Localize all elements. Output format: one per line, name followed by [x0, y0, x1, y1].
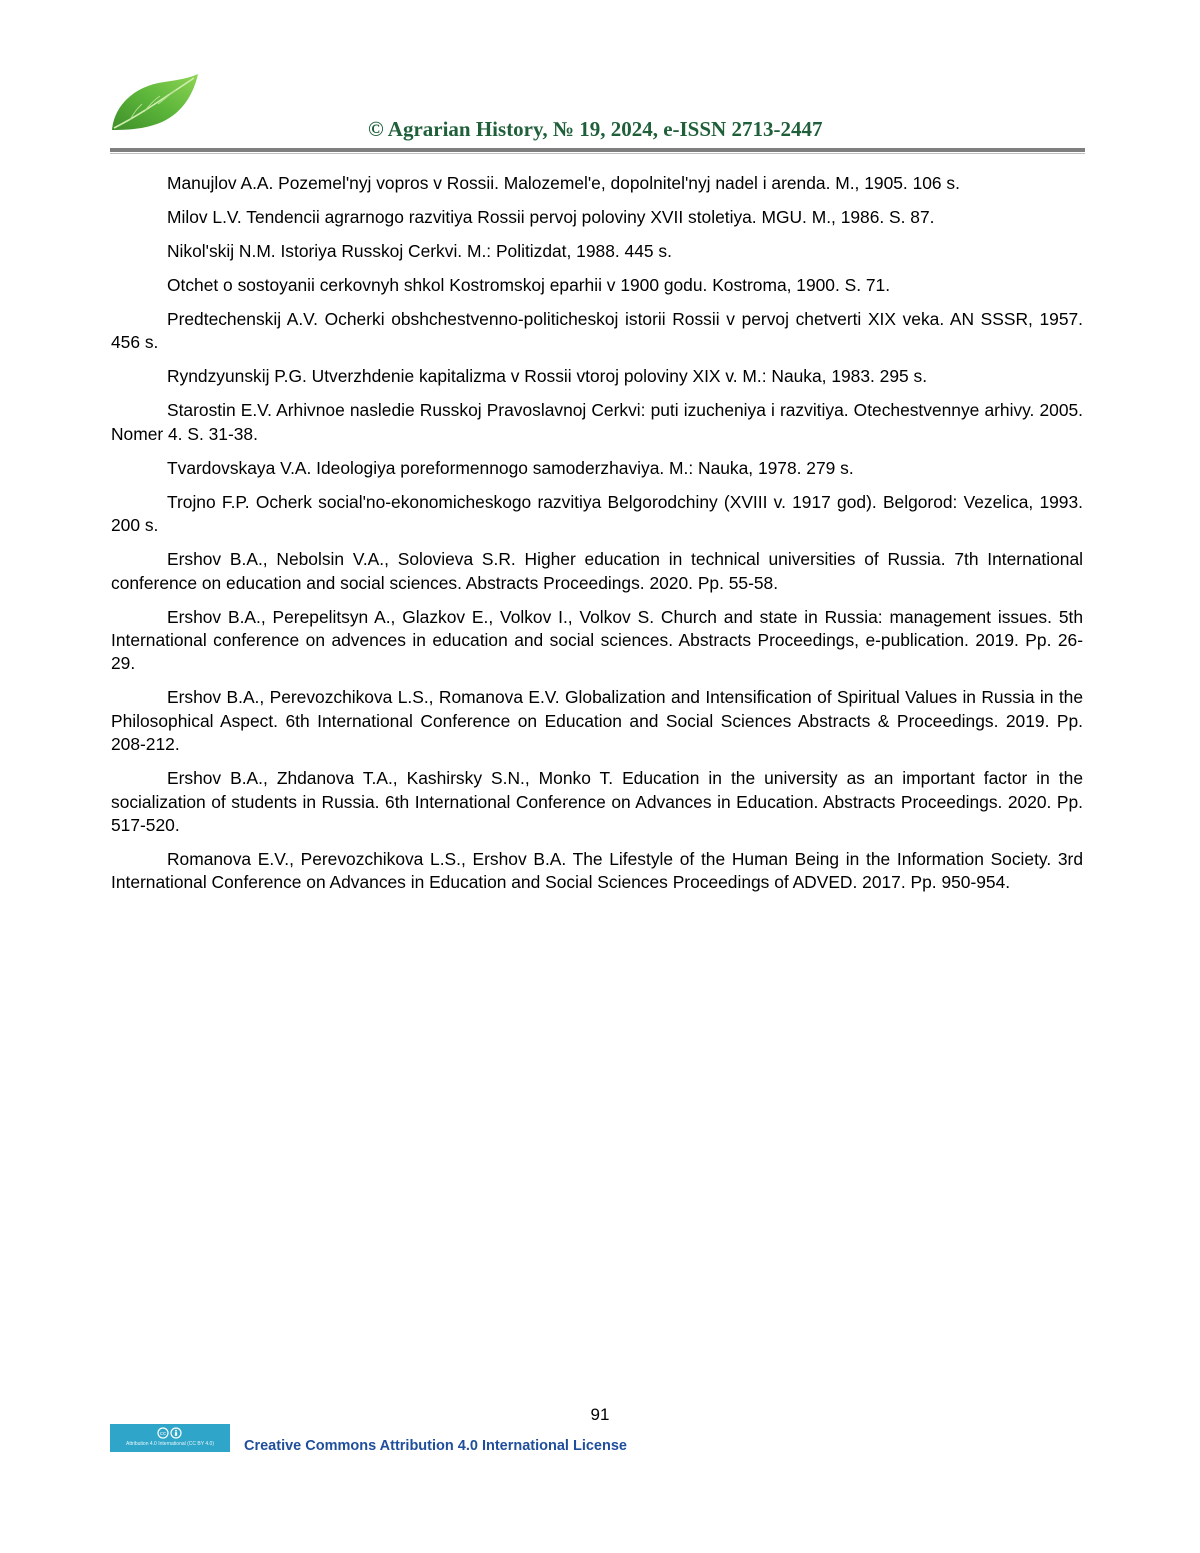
reference-item: Ershov B.A., Perepelitsyn A., Glazkov E., Volkov I., Volkov S. Church and state in Russia: management issues. 5th International conference on advences in education and social sciences. Abstracts Proceedings, e-publication. 2019. Pp. 26-29. — [111, 606, 1083, 674]
reference-item: Predtechenskij A.V. Ocherki obshchestvenno-politicheskoj istorii Rossii v pervoj chetverti XIX veka. AN SSSR, 1957. 456 s. — [111, 309, 1083, 353]
reference-item: Romanova E.V., Perevozchikova L.S., Ershov B.A. The Lifestyle of the Human Being in the Information Society. 3rd International Conference on Advances in Education and Social Sciences Proceedings of ADVED. 2017. Pp. 950-954. — [111, 849, 1083, 893]
reference-item: Ershov B.A., Nebolsin V.A., Solovieva S.R. Higher education in technical universities of Russia. 7th International conference on education and social sciences. Abstracts Proceedings. 2020. Pp. 55-58. — [111, 549, 1083, 593]
cc-by-icon — [157, 1427, 183, 1439]
cc-badge-text: Attribution 4.0 International (CC BY 4.0) — [125, 1441, 214, 1447]
journal-title: © Agrarian History, № 19, 2024, e-ISSN 2713-2447 — [368, 117, 823, 141]
reference-item: Starostin E.V. Arhivnoe nasledie Russkoj Pravoslavnoj Cerkvi: puti izucheniya i razvitiya. Otechestvennye arhivy. 2005. Nomer 4. S. 31-38. — [111, 400, 1083, 444]
header-divider-thin — [110, 153, 1085, 154]
header-divider — [110, 148, 1085, 152]
page-number: 91 — [590, 1405, 610, 1424]
reference-item: Trojno F.P. Ocherk social'no-ekonomicheskogo razvitiya Belgorodchiny (XVIII v. 1917 god). Belgorod: Vezelica, 1993. 200 s. — [111, 491, 1083, 536]
reference-item: Ershov B.A., Perevozchikova L.S., Romanova E.V. Globalization and Intensification of Spiritual Values in Russia in the Philosophical Aspect. 6th International Conference on Education and Social Sciences Abstracts & Proceedings. 2019. Pp. 208-212. — [111, 687, 1083, 755]
reference-item: Otchet o sostoyanii cerkovnyh shkol Kostromskoj eparhii v 1900 godu. Kostroma, 1900. S. 71. — [167, 275, 891, 295]
svg-text:cc: cc — [159, 1431, 167, 1438]
reference-item: Ershov B.A., Zhdanova T.A., Kashirsky S.N., Monko T. Education in the university as an important factor in the socialization of students in Russia. 6th International Conference on Advances in Education. Abstracts Proceedings. 2020. Pp. 517-520. — [111, 768, 1083, 836]
reference-item: Tvardovskaya V.A. Ideologiya poreformennogo samoderzhaviya. M.: Nauka, 1978. 279 s. — [167, 457, 854, 478]
reference-item: Ryndzyunskij P.G. Utverzhdenie kapitalizma v Rossii vtoroj poloviny XIX v. M.: Nauka, 1983. 295 s. — [167, 366, 928, 387]
cc-license-badge[interactable] — [110, 1424, 230, 1452]
reference-list — [111, 172, 1083, 905]
reference-item: Nikol'skij N.M. Istoriya Russkoj Cerkvi. M.: Politizdat, 1988. 445 s. — [167, 241, 672, 261]
green-leaf-icon — [108, 72, 200, 134]
reference-item: Manujlov A.A. Pozemel'nyj vopros v Rossii. Malozemel'e, dopolnitel'nyj nadel i arenda. M., 1905. 106 s. — [167, 173, 960, 193]
reference-item: Milov L.V. Tendencii agrarnogo razvitiya Rossii pervoj poloviny XVII stoletiya. MGU. M., 1986. S. 87. — [167, 207, 935, 227]
license-link[interactable]: Creative Commons Attribution 4.0 International License — [244, 1438, 627, 1454]
